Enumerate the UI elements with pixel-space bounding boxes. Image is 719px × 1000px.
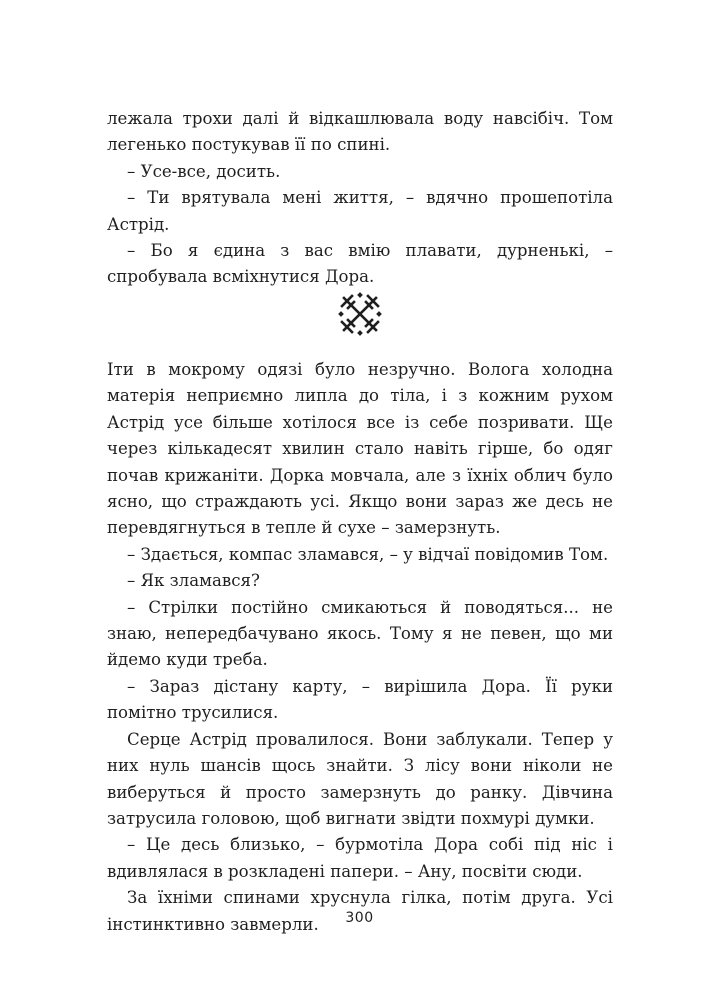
decorative-asterism-icon <box>338 292 382 336</box>
paragraph: Іти в мокрому одязі було незручно. Волога холодна матерія неприємно липла до тіла, і з кожним рухом Астрід усе більше хотілося все із себе позривати. Ще через кількадесят хвилин стало навіть гірше, бо одяг почав крижаніти. Дорка мовчала, але з їхніх облич було ясно, що страждають усі. Якщо вони зараз же десь не перевдягнуться в тепле й сухе – замерзнуть. <box>107 360 613 538</box>
paragraph: Серце Астрід провалилося. Вони заблукали. Тепер у них нуль шансів щось знайти. З лісу вони ніколи не виберуться й просто замерзнуть до ранку. Дівчина затрусила головою, щоб вигнати звідти похмурі думки. <box>107 729 613 828</box>
paragraph: лежала трохи далі й відкашлювала воду навсібіч. Том легенько постукував її по спині. <box>107 109 613 155</box>
text-section-top <box>107 106 613 291</box>
paragraph: За їхніми спинами хруснула гілка, потім друга. Усі інстинктивно завмерли. <box>107 888 613 934</box>
paragraph: – Стрілки постійно смикаються й поводяться... не знаю, непередбачувано якось. Тому я не певен, що ми йдемо куди треба. <box>107 597 613 670</box>
paragraph: – Як зламався? <box>127 571 260 591</box>
paragraph: – Зараз дістану карту, – вирішила Дора. Її руки помітно трусилися. <box>107 676 613 723</box>
paragraph: – Усе-все, досить. <box>127 161 281 181</box>
paragraph: – Здається, компас зламався, – у відчаї повідомив Том. <box>127 544 609 564</box>
paragraph: – Бо я єдина з вас вмію плавати, дурненькі, – спробувала всміхнутися Дора. <box>107 241 613 287</box>
text-section-bottom <box>107 357 613 938</box>
paragraph: – Ти врятувала мені життя, – вдячно прошепотіла Астрід. <box>107 188 613 234</box>
paragraph: – Це десь близько, – бурмотіла Дора собі під ніс і вдивлялася в розкладені папери. – Ану, посвіти сюди. <box>107 835 613 881</box>
page-number: 300 <box>345 910 374 926</box>
